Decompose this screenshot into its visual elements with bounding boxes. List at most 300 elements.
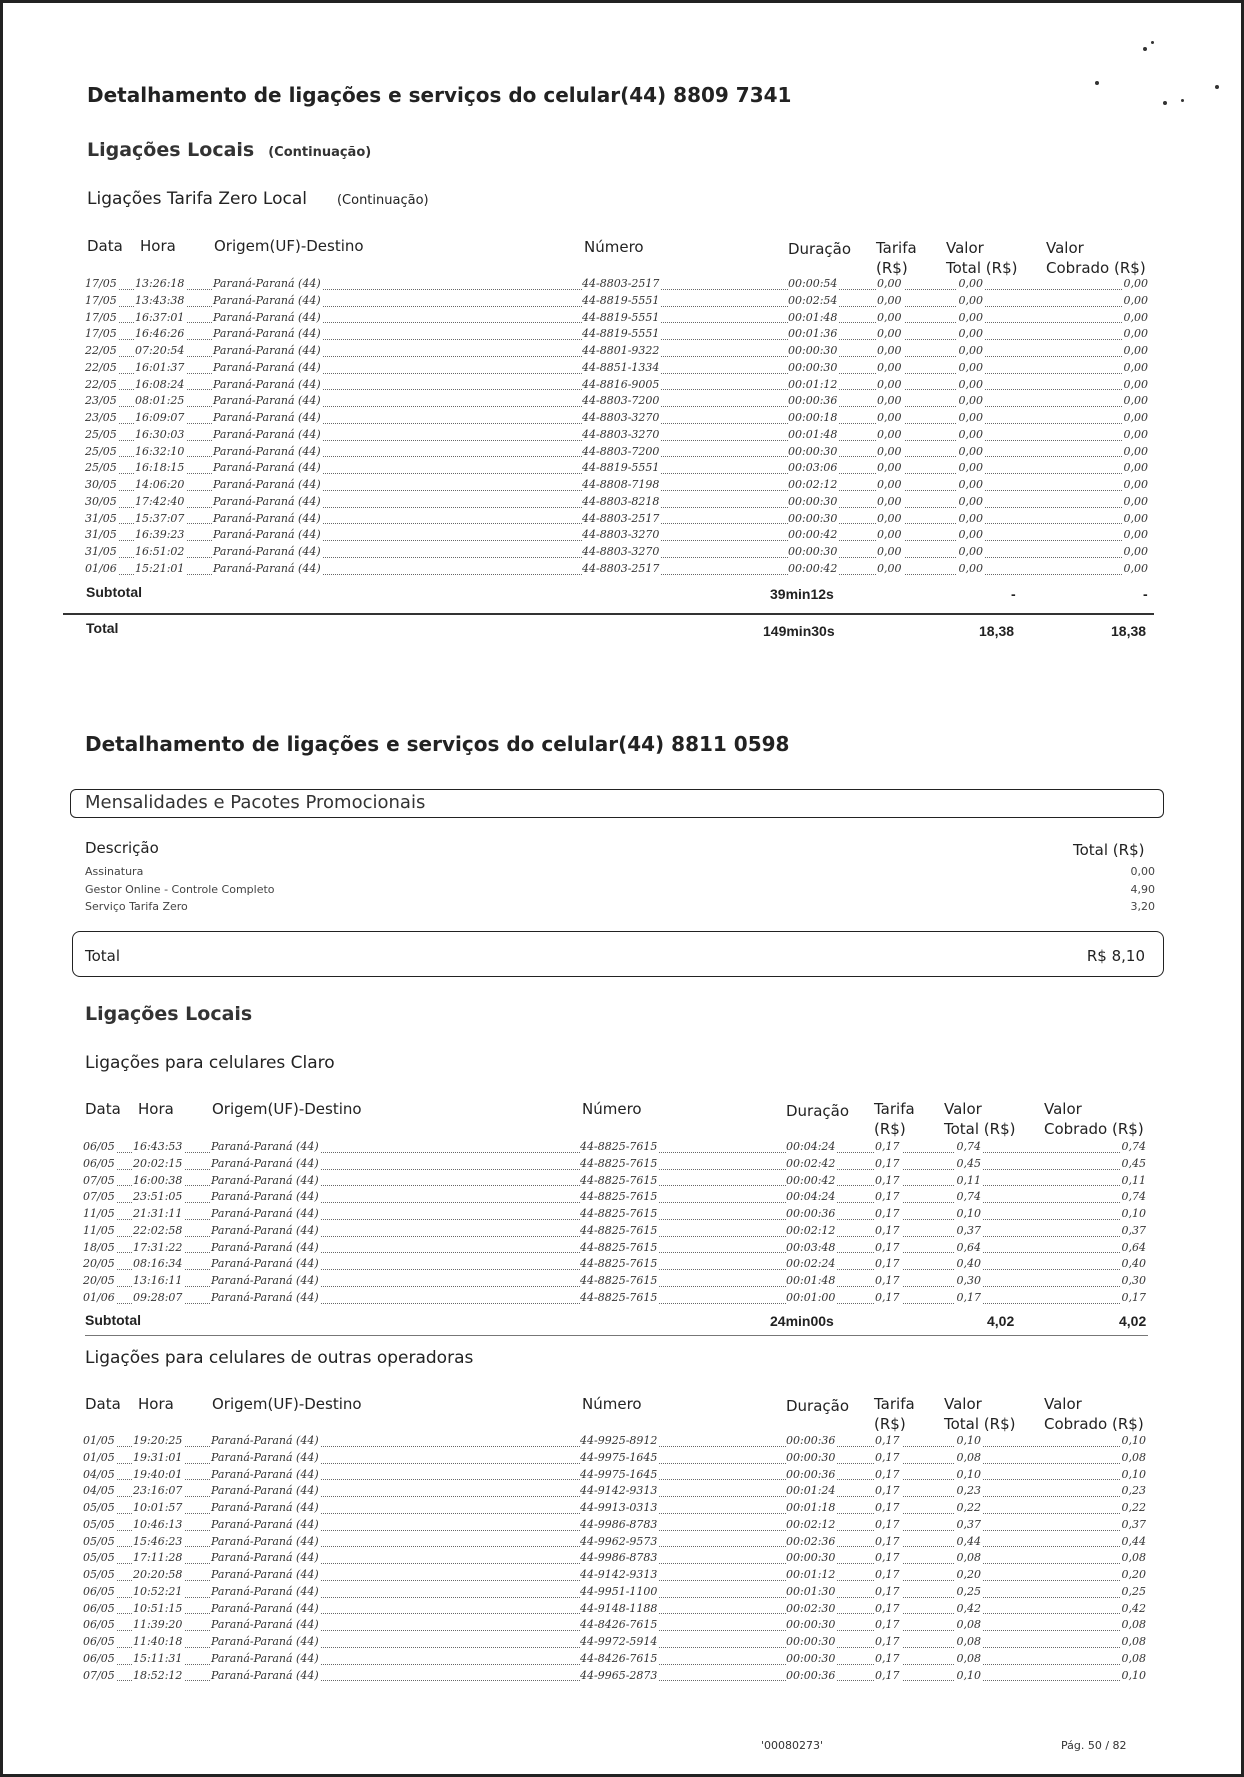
row-valor-cobrado: 0,00 bbox=[1123, 277, 1148, 290]
row-tariff: 0,00 bbox=[877, 444, 902, 458]
row-tariff: 0,00 bbox=[877, 478, 902, 491]
row-valor-cobrado: 0,37 bbox=[1121, 1223, 1146, 1237]
table-row bbox=[85, 377, 1150, 394]
row-date: 31/05 bbox=[85, 545, 117, 558]
mensalidades-total-box bbox=[72, 931, 1164, 977]
col-valor-total: Valor Total (R$) bbox=[944, 1100, 1016, 1138]
row-tariff: 0,00 bbox=[877, 327, 902, 341]
item-description: Gestor Online - Controle Completo bbox=[85, 882, 275, 896]
row-tariff: 0,00 bbox=[877, 411, 902, 424]
row-tariff: 0,17 bbox=[875, 1551, 900, 1565]
row-origin-destination: Paraná-Paraná (44) bbox=[211, 1207, 319, 1220]
row-tariff: 0,17 bbox=[875, 1156, 900, 1170]
row-tariff: 0,17 bbox=[875, 1223, 900, 1237]
row-tariff: 0,17 bbox=[875, 1173, 900, 1187]
row-valor-cobrado: 0,17 bbox=[1121, 1290, 1146, 1304]
table-row bbox=[83, 1223, 1148, 1240]
row-date: 25/05 bbox=[85, 461, 117, 475]
row-duration: 00:00:42 bbox=[788, 528, 838, 542]
row-tariff: 0,17 bbox=[875, 1434, 900, 1447]
row-date: 05/05 bbox=[83, 1568, 115, 1581]
col-hora: Hora bbox=[138, 1395, 174, 1413]
row-valor-total: 0,00 bbox=[958, 394, 983, 408]
row-duration: 00:01:12 bbox=[788, 377, 838, 391]
row-valor-cobrado: 0,25 bbox=[1121, 1584, 1146, 1598]
row-tariff: 0,17 bbox=[875, 1450, 900, 1464]
row-valor-cobrado: 0,00 bbox=[1123, 360, 1148, 374]
row-number: 44-9142-9313 bbox=[580, 1568, 658, 1581]
row-date: 06/05 bbox=[83, 1584, 115, 1598]
row-time: 20:02:15 bbox=[133, 1156, 183, 1170]
row-valor-total: 0,37 bbox=[956, 1517, 981, 1531]
row-origin-destination: Paraná-Paraná (44) bbox=[213, 411, 321, 424]
row-origin-destination: Paraná-Paraná (44) bbox=[211, 1290, 319, 1304]
row-valor-total: 0,45 bbox=[956, 1156, 981, 1170]
row-date: 20/05 bbox=[83, 1257, 115, 1271]
row-number: 44-9913-0313 bbox=[580, 1501, 658, 1514]
row-origin-destination: Paraná-Paraná (44) bbox=[211, 1568, 319, 1581]
row-origin-destination: Paraná-Paraná (44) bbox=[211, 1434, 319, 1447]
col-duracao: Duração bbox=[786, 1102, 850, 1120]
row-origin-destination: Paraná-Paraná (44) bbox=[211, 1584, 319, 1598]
row-valor-cobrado: 0,00 bbox=[1123, 394, 1148, 408]
row-tariff: 0,00 bbox=[877, 494, 902, 508]
row-duration: 00:02:42 bbox=[786, 1156, 836, 1170]
row-date: 07/05 bbox=[83, 1173, 115, 1187]
section1-total-valor-total: 18,38 bbox=[979, 623, 1015, 639]
col-numero: Número bbox=[582, 1395, 642, 1413]
row-valor-total: 0,10 bbox=[956, 1467, 981, 1481]
claro-subtotal-valor-total: 4,02 bbox=[987, 1313, 1015, 1329]
scan-speck bbox=[1151, 41, 1154, 44]
row-number: 44-8801-9322 bbox=[582, 344, 660, 357]
row-duration: 00:00:30 bbox=[786, 1635, 836, 1648]
section1-sub-title: Ligações Tarifa Zero Local (Continuação) bbox=[87, 189, 429, 209]
row-date: 06/05 bbox=[83, 1618, 115, 1632]
row-duration: 00:01:18 bbox=[786, 1501, 836, 1514]
row-time: 16:30:03 bbox=[135, 427, 185, 441]
row-valor-cobrado: 0,74 bbox=[1121, 1140, 1146, 1153]
row-date: 23/05 bbox=[85, 394, 117, 408]
row-tariff: 0,17 bbox=[875, 1601, 900, 1615]
row-origin-destination: Paraná-Paraná (44) bbox=[211, 1156, 319, 1170]
col-data: Data bbox=[85, 1395, 121, 1413]
row-origin-destination: Paraná-Paraná (44) bbox=[211, 1618, 319, 1632]
claro-subtotal-valor-cobrado: 4,02 bbox=[1119, 1313, 1147, 1329]
row-number: 44-8819-5551 bbox=[582, 310, 660, 324]
row-tariff: 0,17 bbox=[875, 1668, 900, 1682]
table-row bbox=[83, 1173, 1148, 1190]
row-duration: 00:00:36 bbox=[786, 1434, 836, 1447]
row-number: 44-8819-5551 bbox=[582, 327, 660, 341]
row-time: 10:46:13 bbox=[133, 1517, 183, 1531]
row-valor-cobrado: 0,00 bbox=[1123, 293, 1148, 307]
row-valor-cobrado: 0,00 bbox=[1123, 528, 1148, 542]
row-tariff: 0,17 bbox=[875, 1274, 900, 1287]
row-origin-destination: Paraná-Paraná (44) bbox=[213, 478, 321, 491]
row-valor-total: 0,00 bbox=[958, 545, 983, 558]
row-time: 17:11:28 bbox=[133, 1551, 183, 1565]
row-origin-destination: Paraná-Paraná (44) bbox=[213, 444, 321, 458]
row-origin-destination: Paraná-Paraná (44) bbox=[211, 1257, 319, 1271]
row-duration: 00:00:30 bbox=[786, 1651, 836, 1665]
row-valor-total: 0,08 bbox=[956, 1450, 981, 1464]
row-number: 44-8825-7615 bbox=[580, 1140, 658, 1153]
row-date: 31/05 bbox=[85, 528, 117, 542]
row-duration: 00:00:30 bbox=[786, 1450, 836, 1464]
row-valor-cobrado: 0,00 bbox=[1123, 444, 1148, 458]
row-date: 17/05 bbox=[85, 293, 117, 307]
row-valor-cobrado: 0,00 bbox=[1123, 545, 1148, 558]
row-valor-total: 0,25 bbox=[956, 1584, 981, 1598]
row-origin-destination: Paraná-Paraná (44) bbox=[211, 1173, 319, 1187]
row-tariff: 0,00 bbox=[877, 360, 902, 374]
row-tariff: 0,00 bbox=[877, 394, 902, 408]
row-number: 44-9975-1645 bbox=[580, 1450, 658, 1464]
row-valor-cobrado: 0,00 bbox=[1123, 511, 1148, 525]
row-origin-destination: Paraná-Paraná (44) bbox=[213, 327, 321, 341]
row-valor-total: 0,23 bbox=[956, 1484, 981, 1498]
row-valor-total: 0,00 bbox=[958, 478, 983, 491]
row-date: 23/05 bbox=[85, 411, 117, 424]
row-time: 18:52:12 bbox=[133, 1668, 183, 1682]
scan-speck bbox=[1215, 85, 1219, 89]
row-number: 44-8803-7200 bbox=[582, 394, 660, 408]
row-valor-cobrado: 0,08 bbox=[1121, 1618, 1146, 1632]
row-time: 19:40:01 bbox=[133, 1467, 183, 1481]
row-origin-destination: Paraná-Paraná (44) bbox=[213, 427, 321, 441]
row-valor-cobrado: 0,08 bbox=[1121, 1551, 1146, 1565]
col-hora: Hora bbox=[138, 1100, 174, 1118]
section1-total-label: Total bbox=[86, 620, 119, 636]
row-date: 01/06 bbox=[85, 561, 117, 575]
row-date: 06/05 bbox=[83, 1635, 115, 1648]
row-origin-destination: Paraná-Paraná (44) bbox=[213, 394, 321, 408]
row-time: 10:52:21 bbox=[133, 1584, 183, 1598]
row-valor-cobrado: 0,08 bbox=[1121, 1651, 1146, 1665]
row-number: 44-8803-8218 bbox=[582, 494, 660, 508]
row-tariff: 0,17 bbox=[875, 1635, 900, 1648]
col-valor-total: Valor Total (R$) bbox=[944, 1395, 1016, 1433]
table-row bbox=[85, 544, 1150, 561]
row-number: 44-8825-7615 bbox=[580, 1156, 658, 1170]
row-valor-total: 0,20 bbox=[956, 1568, 981, 1581]
row-origin-destination: Paraná-Paraná (44) bbox=[211, 1140, 319, 1153]
footer-page-number: Pág. 50 / 82 bbox=[1061, 1739, 1127, 1752]
row-valor-total: 0,74 bbox=[956, 1190, 981, 1204]
claro-title: Ligações para celulares Claro bbox=[85, 1053, 335, 1073]
col-hora: Hora bbox=[140, 237, 176, 255]
row-origin-destination: Paraná-Paraná (44) bbox=[211, 1467, 319, 1481]
row-origin-destination: Paraná-Paraná (44) bbox=[211, 1651, 319, 1665]
row-duration: 00:01:48 bbox=[786, 1274, 836, 1287]
row-valor-total: 0,00 bbox=[958, 561, 983, 575]
row-time: 11:39:20 bbox=[133, 1618, 183, 1632]
row-valor-cobrado: 0,00 bbox=[1123, 310, 1148, 324]
row-origin-destination: Paraná-Paraná (44) bbox=[211, 1274, 319, 1287]
col-numero: Número bbox=[582, 1100, 642, 1118]
claro-rows bbox=[83, 1139, 1148, 1307]
row-date: 18/05 bbox=[83, 1240, 115, 1254]
row-tariff: 0,00 bbox=[877, 310, 902, 324]
row-number: 44-8825-7615 bbox=[580, 1274, 658, 1287]
row-number: 44-8825-7615 bbox=[580, 1290, 658, 1304]
row-tariff: 0,00 bbox=[877, 545, 902, 558]
row-time: 16:09:07 bbox=[135, 411, 185, 424]
row-origin-destination: Paraná-Paraná (44) bbox=[213, 511, 321, 525]
row-tariff: 0,17 bbox=[875, 1140, 900, 1153]
row-valor-total: 0,40 bbox=[956, 1257, 981, 1271]
item-description: Assinatura bbox=[85, 865, 144, 878]
row-number: 44-9148-1188 bbox=[580, 1601, 658, 1615]
table-row bbox=[83, 1290, 1148, 1307]
row-valor-cobrado: 0,10 bbox=[1121, 1207, 1146, 1220]
row-time: 16:46:26 bbox=[135, 327, 185, 341]
col-tarifa: Tarifa (R$) bbox=[874, 1395, 915, 1433]
divider bbox=[63, 613, 1154, 615]
row-valor-cobrado: 0,00 bbox=[1123, 461, 1148, 475]
row-valor-cobrado: 0,00 bbox=[1123, 344, 1148, 357]
row-time: 23:51:05 bbox=[133, 1190, 183, 1204]
row-valor-total: 0,00 bbox=[958, 293, 983, 307]
row-tariff: 0,17 bbox=[875, 1240, 900, 1254]
row-tariff: 0,00 bbox=[877, 344, 902, 357]
row-tariff: 0,17 bbox=[875, 1290, 900, 1304]
row-valor-total: 0,08 bbox=[956, 1618, 981, 1632]
row-valor-cobrado: 0,00 bbox=[1123, 427, 1148, 441]
row-date: 17/05 bbox=[85, 327, 117, 341]
row-valor-cobrado: 0,23 bbox=[1121, 1484, 1146, 1498]
table-row bbox=[83, 1617, 1148, 1634]
item-value: 4,90 bbox=[1130, 882, 1155, 896]
row-tariff: 0,17 bbox=[875, 1501, 900, 1514]
row-number: 44-8816-9005 bbox=[582, 377, 660, 391]
row-number: 44-8825-7615 bbox=[580, 1223, 658, 1237]
row-time: 13:43:38 bbox=[135, 293, 185, 307]
row-tariff: 0,00 bbox=[877, 377, 902, 391]
row-duration: 00:00:30 bbox=[788, 494, 838, 508]
scan-speck bbox=[1163, 101, 1167, 105]
row-number: 44-8819-5551 bbox=[582, 293, 660, 307]
row-tariff: 0,00 bbox=[877, 293, 902, 307]
row-time: 16:37:01 bbox=[135, 310, 185, 324]
row-valor-total: 0,00 bbox=[958, 494, 983, 508]
row-number: 44-8803-3270 bbox=[582, 427, 660, 441]
row-time: 10:01:57 bbox=[133, 1501, 183, 1514]
box-total-value: R$ 8,10 bbox=[1086, 947, 1145, 965]
row-valor-cobrado: 0,42 bbox=[1121, 1601, 1146, 1615]
row-number: 44-9975-1645 bbox=[580, 1467, 658, 1481]
row-tariff: 0,17 bbox=[875, 1207, 900, 1220]
row-date: 01/05 bbox=[83, 1450, 115, 1464]
mensalidades-box bbox=[70, 789, 1164, 818]
box-total-label: Total bbox=[85, 947, 121, 965]
table-row bbox=[85, 561, 1150, 578]
row-duration: 00:01:36 bbox=[788, 327, 838, 341]
table-row bbox=[85, 511, 1150, 528]
divider bbox=[85, 1335, 1148, 1336]
section2-title: Detalhamento de ligações e serviços do celular(44) 8811 0598 bbox=[85, 732, 790, 756]
claro-subtotal-duration: 24min00s bbox=[770, 1313, 834, 1329]
row-time: 13:16:11 bbox=[133, 1274, 183, 1287]
table-row bbox=[83, 1189, 1148, 1206]
row-valor-total: 0,11 bbox=[956, 1173, 981, 1187]
row-time: 17:42:40 bbox=[135, 494, 185, 508]
col-valor-cobrado: Valor Cobrado (R$) bbox=[1044, 1395, 1144, 1433]
row-time: 13:26:18 bbox=[135, 277, 185, 290]
outras-title: Ligações para celulares de outras operadoras bbox=[85, 1348, 474, 1368]
row-number: 44-8803-3270 bbox=[582, 545, 660, 558]
row-valor-total: 0,17 bbox=[956, 1290, 981, 1304]
row-duration: 00:00:30 bbox=[788, 511, 838, 525]
row-number: 44-8803-3270 bbox=[582, 528, 660, 542]
row-duration: 00:00:42 bbox=[788, 561, 838, 575]
total-col-header: Total (R$) bbox=[1073, 841, 1145, 859]
row-tariff: 0,17 bbox=[875, 1257, 900, 1271]
table-row bbox=[85, 410, 1150, 427]
row-date: 06/05 bbox=[83, 1601, 115, 1615]
row-valor-total: 0,08 bbox=[956, 1551, 981, 1565]
row-valor-cobrado: 0,30 bbox=[1121, 1274, 1146, 1287]
row-origin-destination: Paraná-Paraná (44) bbox=[213, 360, 321, 374]
row-origin-destination: Paraná-Paraná (44) bbox=[211, 1635, 319, 1648]
row-tariff: 0,00 bbox=[877, 561, 902, 575]
row-tariff: 0,17 bbox=[875, 1517, 900, 1531]
row-date: 04/05 bbox=[83, 1467, 115, 1481]
item-description: Serviço Tarifa Zero bbox=[85, 900, 188, 913]
row-number: 44-8426-7615 bbox=[580, 1618, 658, 1632]
row-valor-total: 0,44 bbox=[956, 1534, 981, 1548]
table-row bbox=[85, 527, 1150, 544]
row-valor-cobrado: 0,40 bbox=[1121, 1257, 1146, 1271]
row-time: 16:08:24 bbox=[135, 377, 185, 391]
table-row bbox=[83, 1567, 1148, 1584]
row-time: 14:06:20 bbox=[135, 478, 185, 491]
table-row bbox=[83, 1450, 1148, 1467]
table-row bbox=[83, 1156, 1148, 1173]
row-valor-cobrado: 0,00 bbox=[1123, 494, 1148, 508]
row-tariff: 0,00 bbox=[877, 461, 902, 475]
row-duration: 00:04:24 bbox=[786, 1140, 836, 1153]
row-time: 10:51:15 bbox=[133, 1601, 183, 1615]
row-origin-destination: Paraná-Paraná (44) bbox=[213, 561, 321, 575]
row-origin-destination: Paraná-Paraná (44) bbox=[213, 494, 321, 508]
table-row bbox=[83, 1517, 1148, 1534]
row-valor-cobrado: 0,08 bbox=[1121, 1450, 1146, 1464]
row-date: 31/05 bbox=[85, 511, 117, 525]
table-row bbox=[83, 1534, 1148, 1551]
row-time: 11:40:18 bbox=[133, 1635, 183, 1648]
row-number: 44-8819-5551 bbox=[582, 461, 660, 475]
col-origem: Origem(UF)-Destino bbox=[214, 237, 364, 255]
row-number: 44-8851-1334 bbox=[582, 360, 660, 374]
row-tariff: 0,17 bbox=[875, 1618, 900, 1632]
row-duration: 00:01:00 bbox=[786, 1290, 836, 1304]
row-valor-cobrado: 0,45 bbox=[1121, 1156, 1146, 1170]
item-value: 0,00 bbox=[1130, 865, 1155, 878]
row-time: 07:20:54 bbox=[135, 344, 185, 357]
row-valor-total: 0,00 bbox=[958, 427, 983, 441]
row-origin-destination: Paraná-Paraná (44) bbox=[213, 528, 321, 542]
row-duration: 00:00:36 bbox=[786, 1207, 836, 1220]
row-valor-cobrado: 0,00 bbox=[1123, 377, 1148, 391]
row-valor-total: 0,00 bbox=[958, 411, 983, 424]
row-date: 22/05 bbox=[85, 360, 117, 374]
row-valor-total: 0,10 bbox=[956, 1668, 981, 1682]
table-row bbox=[83, 1433, 1148, 1450]
row-valor-total: 0,00 bbox=[958, 377, 983, 391]
row-valor-total: 0,00 bbox=[958, 327, 983, 341]
row-time: 16:32:10 bbox=[135, 444, 185, 458]
row-time: 16:51:02 bbox=[135, 545, 185, 558]
col-origem: Origem(UF)-Destino bbox=[212, 1395, 362, 1413]
row-duration: 00:01:48 bbox=[788, 310, 838, 324]
table-row bbox=[85, 494, 1150, 511]
table-row bbox=[83, 1651, 1148, 1668]
row-number: 44-8825-7615 bbox=[580, 1190, 658, 1204]
row-time: 15:46:23 bbox=[133, 1534, 183, 1548]
footer-doc-code: '00080273' bbox=[761, 1739, 824, 1752]
row-valor-total: 0,00 bbox=[958, 360, 983, 374]
col-tarifa: Tarifa (R$) bbox=[876, 239, 917, 277]
row-valor-total: 0,00 bbox=[958, 528, 983, 542]
row-tariff: 0,17 bbox=[875, 1484, 900, 1498]
row-duration: 00:00:30 bbox=[788, 344, 838, 357]
row-valor-total: 0,00 bbox=[958, 277, 983, 290]
item-value: 3,20 bbox=[1130, 900, 1155, 913]
row-number: 44-8426-7615 bbox=[580, 1651, 658, 1665]
row-date: 22/05 bbox=[85, 377, 117, 391]
row-duration: 00:01:24 bbox=[786, 1484, 836, 1498]
row-origin-destination: Paraná-Paraná (44) bbox=[211, 1551, 319, 1565]
table-row bbox=[83, 1256, 1148, 1273]
col-duracao: Duração bbox=[788, 240, 852, 258]
row-date: 25/05 bbox=[85, 427, 117, 441]
row-duration: 00:02:12 bbox=[786, 1517, 836, 1531]
row-tariff: 0,17 bbox=[875, 1467, 900, 1481]
row-date: 06/05 bbox=[83, 1140, 115, 1153]
desc-header: Descrição bbox=[85, 839, 159, 857]
row-date: 11/05 bbox=[83, 1223, 115, 1237]
row-valor-total: 0,10 bbox=[956, 1434, 981, 1447]
row-tariff: 0,00 bbox=[877, 511, 902, 525]
section1-subtotal-valor-cobrado: - bbox=[1143, 586, 1148, 602]
row-valor-cobrado: 0,74 bbox=[1121, 1190, 1146, 1204]
table-row bbox=[85, 343, 1150, 360]
table-row bbox=[83, 1634, 1148, 1651]
row-number: 44-9986-8783 bbox=[580, 1551, 658, 1565]
col-numero: Número bbox=[584, 238, 644, 256]
table-row bbox=[85, 360, 1150, 377]
row-time: 16:39:23 bbox=[135, 528, 185, 542]
row-date: 01/06 bbox=[83, 1290, 115, 1304]
row-duration: 00:00:30 bbox=[786, 1551, 836, 1565]
row-date: 17/05 bbox=[85, 310, 117, 324]
row-valor-total: 0,08 bbox=[956, 1635, 981, 1648]
row-time: 19:20:25 bbox=[133, 1434, 183, 1447]
row-date: 30/05 bbox=[85, 478, 117, 491]
row-valor-total: 0,08 bbox=[956, 1651, 981, 1665]
table-row bbox=[83, 1584, 1148, 1601]
row-number: 44-8803-2517 bbox=[582, 511, 660, 525]
table-row bbox=[85, 444, 1150, 461]
row-origin-destination: Paraná-Paraná (44) bbox=[213, 545, 321, 558]
row-valor-total: 0,22 bbox=[956, 1501, 981, 1514]
row-number: 44-9951-1100 bbox=[580, 1584, 658, 1598]
outras-rows bbox=[83, 1433, 1148, 1684]
row-valor-cobrado: 0,22 bbox=[1121, 1501, 1146, 1514]
table-row bbox=[85, 393, 1150, 410]
